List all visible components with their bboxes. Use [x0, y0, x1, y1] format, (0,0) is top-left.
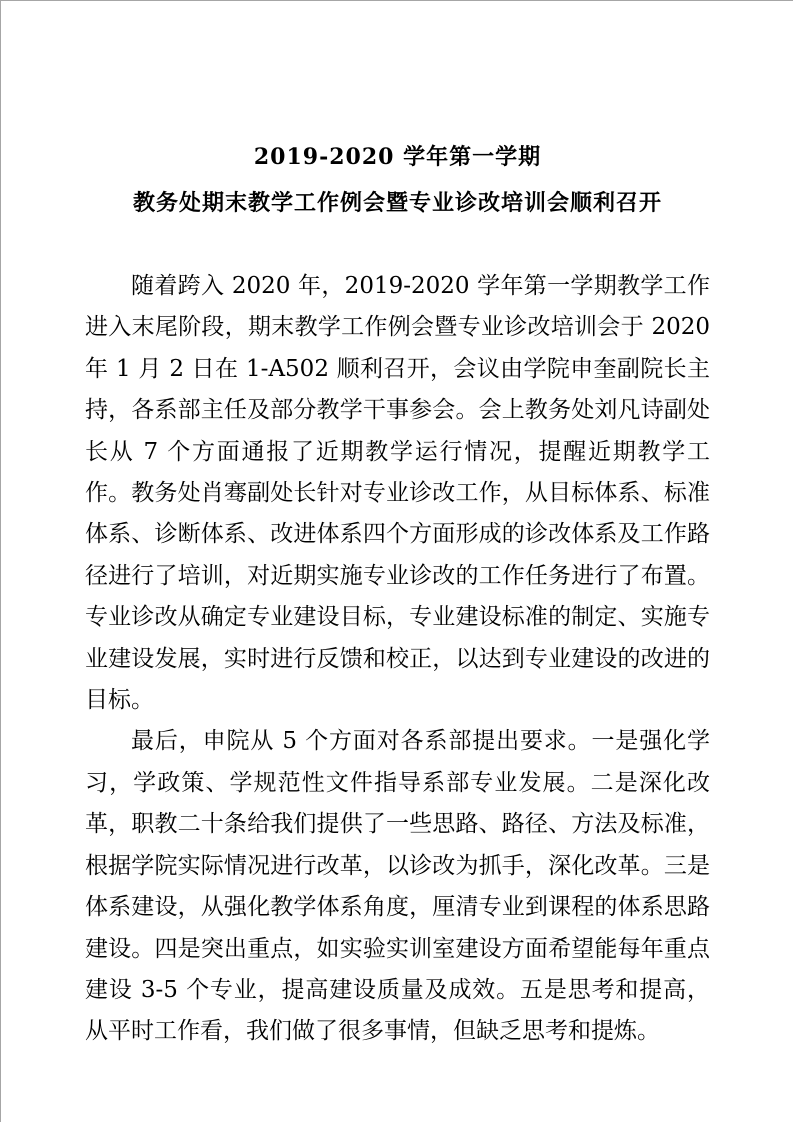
- paragraph-2: 最后，申院从 5 个方面对各系部提出要求。一是强化学习，学政策、学规范性文件指导系部专业发展。二是深化改革，职教二十条给我们提供了一些思路、路径、方法及标准，根据学院实际情况进行改革，以诊改为抓手，深化改革。三是体系建设，从强化教学体系角度，厘清专业到课程的体系思路建设。四是突出重点，如实验实训室建设方面希望能每年重点建设 3-5 个专业，提高建设质量及成效。五是思考和提高，从平时工作看，我们做了很多事情，但缺乏思考和提炼。: [85, 728, 710, 1045]
- title-line-2: 教务处期末教学工作例会暨专业诊改培训会顺利召开: [132, 190, 662, 216]
- paragraph-1: 随着跨入 2020 年，2019-2020 学年第一学期教学工作进入末尾阶段，期末教学工作例会暨专业诊改培训会于 2020 年 1 月 2 日在 1-A502 顺利召开，会议由学院申奎副院长主持，各系部主任及部分教学干事参会。会上教务处刘凡诗副处长从 7 个方面通报了近期教学运行情况，提醒近期教学工作。教务处肖骞副处长针对专业诊改工作，从目标体系、标准体系、诊断体系、改进体系四个方面形成的诊改体系及工作路径进行了培训，对近期实施专业诊改的工作任务进行了布置。专业诊改从确定专业建设目标，专业建设标准的制定、实施专业建设发展，实时进行反馈和校正，以达到专业建设的改进的目标。: [85, 273, 710, 714]
- page-content: [1, 1, 793, 1053]
- document-title: [85, 134, 710, 226]
- document-body: [85, 266, 710, 1053]
- title-line-1: 2019-2020 学年第一学期: [253, 144, 542, 170]
